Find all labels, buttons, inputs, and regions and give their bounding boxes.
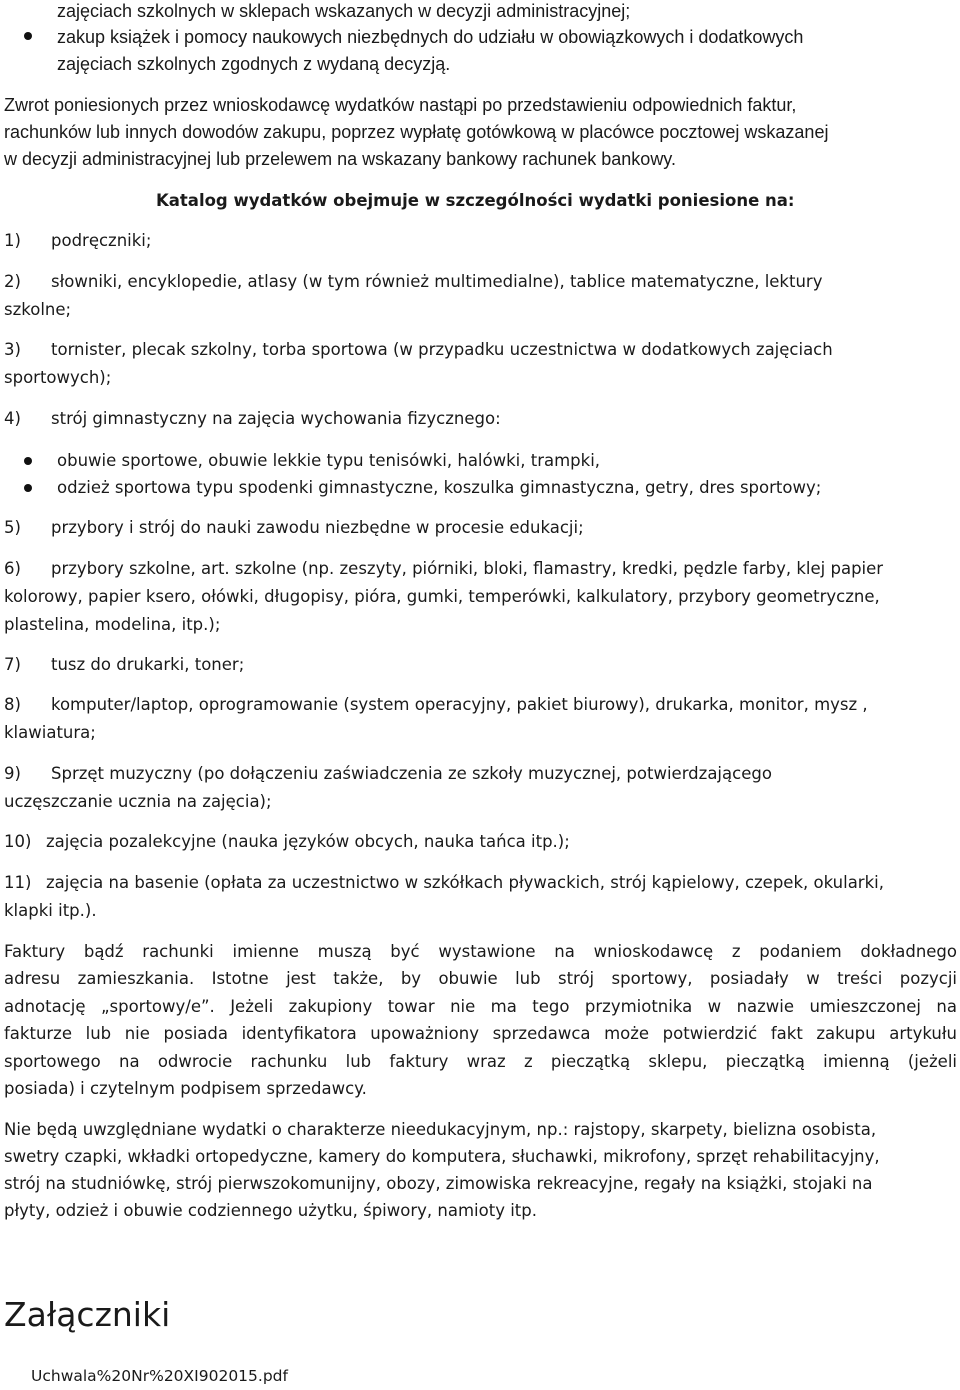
paragraph-line: Faktury bądź rachunki imienne muszą być wystawione na wnioskodawcę z podaniem dokładnego <box>4 942 957 961</box>
item-text: słowniki, encyklopedie, atlasy (w tym również multimedialne), tablice matematyczne, lektury <box>51 272 823 291</box>
list-item <box>4 227 151 255</box>
paragraph-line: posiada) i czytelnym podpisem sprzedawcy. <box>4 1079 367 1099</box>
item-number: 3) <box>4 340 21 359</box>
paragraph-line: strój na studniówkę, strój pierwszokomunijny, obozy, zimowiska rekreacyjne, regały na książki, stojaki na <box>4 1174 873 1193</box>
list-item <box>4 268 822 296</box>
paragraph-line: sportowego na odwrocie rachunku lub faktury wraz z pieczątką sklepu, pieczątką imienną (jeżeli <box>4 1051 957 1071</box>
paragraph-line: swetry czapki, wkładki ortopedyczne, kamery do komputera, słuchawki, mikrofony, sprzęt rehabilitacyjny, <box>4 1147 880 1166</box>
bullet-dot <box>24 484 32 492</box>
item-text: Sprzęt muzyczny (po dołączeniu zaświadczenia ze szkoły muzycznej, potwierdzającego <box>51 764 772 783</box>
bullet-text: zakup książek i pomocy naukowych niezbędnych do udziału w obowiązkowych i dodatkowych <box>57 27 804 47</box>
item-text-continued: klawiatura; <box>4 723 96 742</box>
item-text: przybory szkolne, art. szkolne (np. zeszyty, piórniki, bloki, flamastry, kredki, pędzle farby, klej papier <box>51 559 884 578</box>
paragraph-line: fakturze lub nie posiada identyfikatora upoważniony sprzedawca może potwierdzić fakt zakupu artykułu <box>4 1024 957 1044</box>
invoice-paragraph <box>4 938 957 1102</box>
list-item <box>4 555 883 583</box>
catalog-heading: Katalog wydatków obejmuje w szczególności wydatki poniesione na: <box>156 191 795 210</box>
item-text: podręczniki; <box>51 231 152 250</box>
paragraph-line: Nie będą uwzględniane wydatki o charakterze nieedukacyjnym, np.: rajstopy, skarpety, bielizna osobista, <box>4 1120 877 1139</box>
item-number: 6) <box>4 559 21 578</box>
item-text-continued: kolorowy, papier ksero, ołówki, długopisy, pióra, gumki, temperówki, kalkulatory, przybory geometryczne, <box>4 587 880 606</box>
bullet-text: obuwie sportowe, obuwie lekkie typu tenisówki, halówki, trampki, <box>57 451 601 470</box>
item-number: 5) <box>4 518 21 537</box>
item-text: tornister, plecak szkolny, torba sportowa (w przypadku uczestnictwa w dodatkowych zajęciach <box>51 340 833 359</box>
paragraph-line: Zwrot poniesionych przez wnioskodawcę wydatków nastąpi po przedstawieniu odpowiednich faktur, <box>4 95 797 115</box>
item-text-continued: szkolne; <box>4 300 72 319</box>
item-text: strój gimnastyczny na zajęcia wychowania fizycznego: <box>51 409 501 428</box>
bullet-dot <box>24 32 32 40</box>
bullet-text: zajęciach szkolnych w sklepach wskazanych w decyzji administracyjnej; <box>57 1 631 21</box>
item-text-continued: uczęszczanie ucznia na zajęcia); <box>4 792 272 811</box>
item-text: tusz do drukarki, toner; <box>51 655 245 674</box>
paragraph-line: rachunków lub innych dowodów zakupu, poprzez wypłatę gotówkową w placówce pocztowej wskazanej <box>4 122 829 142</box>
item-text-continued: plastelina, modelina, itp.); <box>4 615 221 634</box>
list-item <box>4 514 584 542</box>
bullet-text: odzież sportowa typu spodenki gimnastyczne, koszulka gimnastyczna, getry, dres sportowy; <box>57 478 822 497</box>
item-number: 8) <box>4 695 21 714</box>
attachment-link[interactable]: Uchwala%20Nr%20XI902015.pdf <box>31 1367 288 1385</box>
list-item <box>4 828 570 856</box>
item-text: komputer/laptop, oprogramowanie (system operacyjny, pakiet biurowy), drukarka, monitor, mysz , <box>51 695 868 714</box>
paragraph-line: płyty, odzież i obuwie codziennego użytku, śpiwory, namioty itp. <box>4 1201 537 1220</box>
item-text-continued: sportowych); <box>4 368 112 387</box>
paragraph-line: adnotację „sportowy/e”. Jeżeli zakupiony towar nie ma tego przymiotnika w nazwie umieszczonej na <box>4 996 957 1016</box>
list-item <box>4 869 884 897</box>
item-number: 11) <box>4 873 32 892</box>
item-number: 2) <box>4 272 21 291</box>
list-item <box>4 336 833 364</box>
paragraph-line: adresu zamieszkania. Istotne jest także, by obuwie lub strój sportowy, posiadały w treści pozycji <box>4 969 957 989</box>
list-item <box>4 760 772 788</box>
list-item <box>4 405 501 433</box>
bullet-dot <box>24 457 32 465</box>
item-number: 9) <box>4 764 21 783</box>
attachments-heading: Załączniki <box>4 1295 171 1334</box>
list-item <box>4 651 244 679</box>
item-number: 10) <box>4 832 32 851</box>
list-item <box>4 691 868 719</box>
item-text: przybory i strój do nauki zawodu niezbędne w procesie edukacji; <box>51 518 584 537</box>
item-text-continued: klapki itp.). <box>4 901 97 920</box>
item-text: zajęcia na basenie (opłata za uczestnictwo w szkółkach pływackich, strój kąpielowy, czepek, okularki, <box>46 873 884 892</box>
paragraph-line: w decyzji administracyjnej lub przelewem na wskazany bankowy rachunek bankowy. <box>4 149 676 169</box>
item-number: 4) <box>4 409 21 428</box>
item-number: 1) <box>4 231 21 250</box>
item-text: zajęcia pozalekcyjne (nauka języków obcych, nauka tańca itp.); <box>46 832 570 851</box>
item-number: 7) <box>4 655 21 674</box>
bullet-text: zajęciach szkolnych zgodnych z wydaną decyzją. <box>57 54 451 74</box>
